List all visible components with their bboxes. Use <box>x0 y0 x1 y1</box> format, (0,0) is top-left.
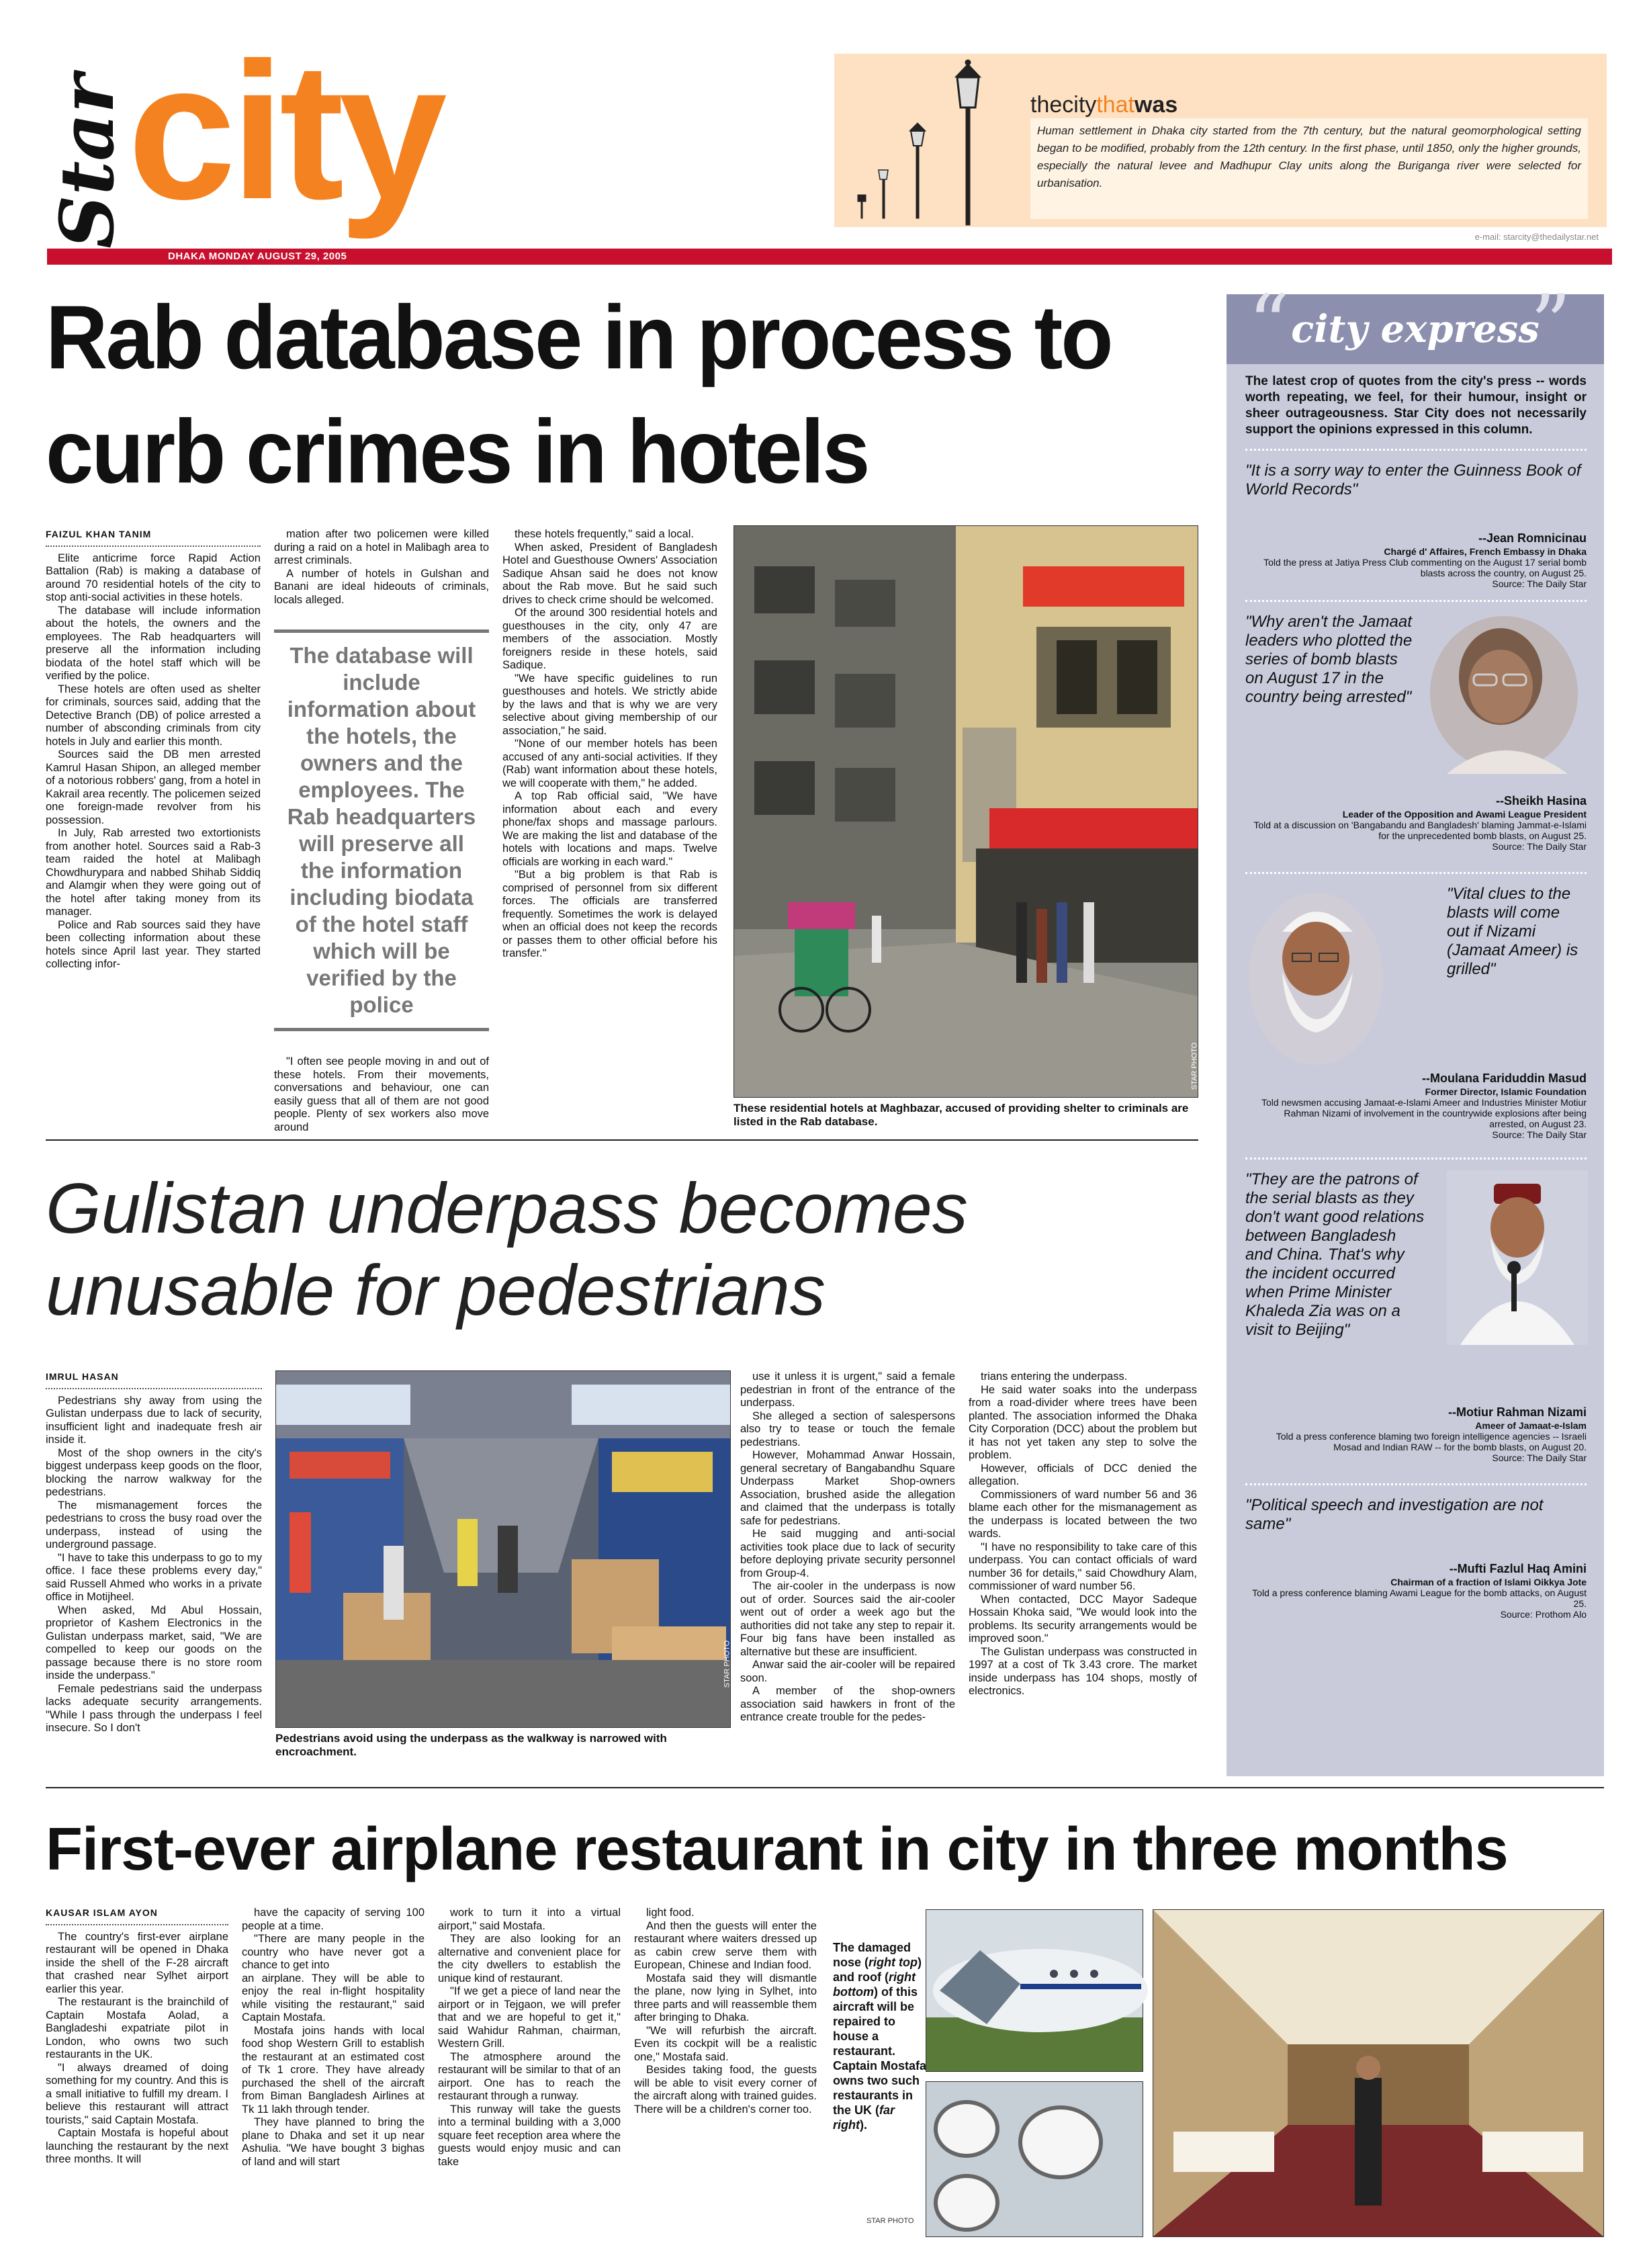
quote-source: Source: The Daily Star <box>1492 578 1587 589</box>
ctw-title-b: that <box>1096 92 1134 118</box>
paragraph: trians entering the underpass. <box>981 1370 1128 1383</box>
quote-source: Source: Prothom Alo <box>1500 1609 1587 1620</box>
quote-separator <box>1245 1483 1587 1485</box>
paragraph: He said water soaks into the underpass from a road-divider where trees have been planted. The association informed the Dhaka City Corporation (DCC) about the problem but it has not yet taken any step to solve the problem. <box>969 1383 1197 1461</box>
paragraph: these hotels frequently," said a local. <box>515 528 694 540</box>
story1-headline-line1: Rab database in process to <box>46 287 1112 388</box>
aircraft-roof-photo <box>926 2081 1143 2237</box>
quote-speaker: --Jean Romnicinau <box>1478 531 1587 545</box>
paragraph: The country's first-ever airplane restaurant will be opened in Dhaka inside the shell of the F-28 aircraft that crashed near Sylhet airport earlier this year. <box>46 1930 228 1995</box>
quote-context: Told a press conference blaming Awami League for the bomb attacks, on August 25. <box>1252 1587 1587 1609</box>
paragraph: "But a big problem is that Rab is comprised of personnel from six different forces. The officials are transferred frequently. Sometimes the work is delayed when an official does not keep the records or passes them to other official before his transfer." <box>502 869 717 959</box>
quote-speaker-title: Ameer of Jamaat-e-Islam <box>1475 1420 1587 1431</box>
open-quote-icon: “ <box>1248 278 1290 372</box>
pullquote <box>274 629 489 1031</box>
paragraph: "We have specific guidelines to run guesthouses and hotels. We strictly abide by the laws and that is why we are very selective about giving membership of our association," he said. <box>502 672 717 737</box>
caption-part: far right <box>833 2103 895 2132</box>
city-express-panel <box>1227 278 1604 1776</box>
portrait-avatar <box>1245 891 1386 1066</box>
quote-source: Source: The Daily Star <box>1492 1452 1587 1463</box>
paragraph: mation after two policemen were killed during a raid on a hotel in Malibagh area to arrest criminals. <box>274 528 489 566</box>
quote-context: Told the press at Jatiya Press Club commenting on the August 17 serial bomb blasts across the country, on August 25. <box>1263 557 1587 578</box>
story1-byline: FAIZUL KHAN TANIM <box>46 529 152 539</box>
paragraph: The Gulistan underpass was constructed in 1997 at a cost of Tk 3.43 crore. The market inside underpass has 104 shops, mostly of electronics. <box>969 1645 1197 1697</box>
quote-context: Told at a discussion on 'Bangabandu and Bangladesh' blaming Jammat-e-Islami for the unprecedented bomb blasts, on August 25. <box>1253 820 1587 841</box>
paragraph: However, Mohammad Anwar Hossain, general secretary of Bangabandhu Square Underpass Market Shop-owners Association, brushed aside the allegation and claimed that the underpass is totally safe for pedestrians. <box>740 1449 955 1527</box>
quote-separator <box>1245 872 1587 874</box>
underpass-illustration <box>276 1371 730 1727</box>
quote-speaker-title: Chargé d' Affaires, French Embassy in Dhaka <box>1384 546 1587 557</box>
story3-byline: KAUSAR ISLAM AYON <box>46 1907 158 1918</box>
paragraph: Of the around 300 residential hotels and guesthouses in the city, only 47 are members of the association. Mostly foreigners reside in these hotels, said Sadique. <box>502 607 717 671</box>
story1-photo <box>733 525 1198 1098</box>
story2-caption: Pedestrians avoid using the underpass as the walkway is narrowed with encroachment. <box>275 1732 667 1758</box>
avatar-hasina <box>1420 613 1588 774</box>
masthead-star: Star <box>44 74 130 249</box>
story1-col1 <box>46 528 261 1119</box>
city-that-was-box <box>834 54 1607 227</box>
story1-col2 <box>274 528 489 1133</box>
quote-context: Told a press conference blaming two foreign intelligence agencies -- Israeli Mosad and Indian RAW -- for the bomb blasts, on August 20. <box>1276 1431 1587 1452</box>
city-express-intro: The latest crop of quotes from the city's press -- words worth repeating, we feel, for their humour, insight or sheer outrageousness. Star City does not necessarily support the opinions expressed in this column. <box>1245 374 1587 437</box>
restaurant-interior-illustration <box>1153 1910 1603 2236</box>
ctw-title-a: thecity <box>1030 92 1097 118</box>
photo-credit: STAR PHOTO <box>722 1640 731 1688</box>
story1-col3 <box>502 528 717 1119</box>
story2-col4 <box>969 1370 1197 1774</box>
paragraph: "I have no responsibility to take care of this underpass. You can contact officials of ward number 36 for details," said Chowdhury Alam, commissioner of ward number 56. <box>969 1540 1197 1592</box>
aircraft-nose-photo <box>926 1909 1143 2072</box>
story2-byline: IMRUL HASAN <box>46 1371 119 1382</box>
byline-divider <box>46 546 261 547</box>
paragraph: The database will include information about the hotels, the owners and the employees. The Rab headquarters will preserve all the information including biodata of the hotel staff which will be verified by the police. <box>46 604 261 682</box>
paragraph: Police and Rab sources said they have been collecting information about these hotels since April last year. They started collecting infor- <box>46 918 261 970</box>
paragraph: "None of our member hotels has been accused of any anti-social activities. If they (Rab) want information about these hotels, we will cooperate with them," he added. <box>502 738 717 789</box>
byline-divider <box>46 1388 262 1389</box>
close-quote-icon: ” <box>1530 278 1572 372</box>
story2-headline-line2: unusable for pedestrians <box>46 1251 826 1330</box>
paragraph: "I always dreamed of doing something for my country. And this is a small initiative to fulfill my dream. I believe this restaurant will attract tourists," said Captain Mostafa. <box>46 2061 228 2126</box>
ctw-title-c: was <box>1134 92 1178 118</box>
quote-source: Source: The Daily Star <box>1492 1129 1587 1140</box>
paragraph: They are also looking for an alternative and convenient place for the city dwellers to establish the unique kind of restaurant. <box>438 1933 621 1984</box>
quote-separator <box>1245 1158 1587 1160</box>
paragraph: light food. <box>646 1907 695 1919</box>
photo-credit: STAR PHOTO <box>1190 1042 1198 1090</box>
caption-part: right bottom <box>833 1970 916 1999</box>
story2-photo <box>275 1370 731 1728</box>
city-that-was-title <box>1030 93 1177 117</box>
paragraph: Commissioners of ward number 56 and 36 blame each other for the mismanagement as the underpass is located between the two wards. <box>969 1488 1197 1540</box>
paragraph: He said mugging and anti-social activities took place due to lack of security before deploying private security personnel from Group-4. <box>740 1528 955 1579</box>
paragraph: These hotels are often used as shelter for criminals, sources said, adding that the Detective Branch (DB) of police arrested a number of absconding criminals from city hotels in July and earlier this month. <box>46 683 261 748</box>
paragraph: have the capacity of serving 100 people at a time. <box>242 1907 425 1932</box>
story3-col4 <box>634 1907 817 2229</box>
quote-block-5 <box>1245 1496 1587 1620</box>
caption-part: ). <box>860 2118 867 2132</box>
quote-attribution <box>1245 793 1587 852</box>
paragraph: Mostafa said they will dismantle the plane, now lying in Sylhet, into three parts and will reassemble them after bringing to Dhaka. <box>634 1972 817 2023</box>
story1-caption: These residential hotels at Maghbazar, accused of providing shelter to criminals are listed in the Rab database. <box>733 1102 1189 1128</box>
caption-part: The damaged nose ( <box>833 1941 911 1969</box>
quote-speaker: --Mufti Fazlul Haq Amini <box>1449 1562 1587 1575</box>
city-express-header <box>1227 278 1604 372</box>
story3-col3 <box>438 1907 621 2229</box>
city-that-was-text: Human settlement in Dhaka city started from the 7th century, but the natural geomorphological setting began to be modified, probably from the 12th century. In the first phase, until 1850, only the higher grounds, especially the natural levee and Madhupur Clay units along the Buriganga river were selected for urbanisation. <box>1030 118 1588 219</box>
quote-text: "Vital clues to the blasts will come out if Nizami (Jamaat Ameer) is grilled" <box>1447 885 1578 978</box>
paragraph: When asked, President of Bangladesh Hotel and Guesthouse Owners' Association Sadique Ahsan said he does not know about the Rab move. But he said such drives to check crime should be welcomed. <box>502 541 717 606</box>
paragraph: "I often see people moving in and out of these hotels. From their movements, conversations and behaviour, one can easily guess that all of them are not good people. Plenty of sex workers also move around <box>274 1055 489 1133</box>
paragraph: work to turn it into a virtual airport," said Mostafa. <box>438 1907 621 1932</box>
restaurant-interior-photo <box>1153 1909 1604 2237</box>
quote-attribution <box>1245 1561 1587 1620</box>
story3-top-rule <box>46 1787 1604 1788</box>
paragraph: When contacted, DCC Mayor Sadeque Hossain Khoka said, "We would look into the problems. Its security arrangements would be improved soon." <box>969 1593 1197 1645</box>
avatar-masud <box>1245 891 1386 1066</box>
quote-attribution <box>1245 530 1587 589</box>
paragraph: Mostafa joins hands with local food shop Western Grill to establish the restaurant at an estimated cost of Tk 1 crore. They have already purchased the shell of the aircraft from Biman Bangladesh Airlines at Tk 11 lakh through tender. <box>242 2024 425 2116</box>
street-lamp-icon <box>848 57 1002 225</box>
aircraft-roof-illustration <box>926 2082 1143 2236</box>
paragraph: And then the guests will enter the restaurant where waiters dressed up as cabin crew serve them with European, Chinese and Indian food. <box>634 1919 817 1971</box>
paragraph: "I have to take this underpass to go to my office. I face these problems every day," said Russell Ahmed who works in a private office in Motijheel. <box>46 1551 262 1603</box>
paragraph: A top Rab official said, "We have information about each and every phone/fax shops and massage parlours. We are making the list and database of the hotels with locations and maps. Twelve officials are working in each ward." <box>502 790 717 868</box>
caption-part: right top <box>869 1956 918 1969</box>
quote-speaker-title: Chairman of a fraction of Islami Oikkya Jote <box>1390 1577 1587 1587</box>
quote-attribution <box>1245 1404 1587 1463</box>
quote-attribution <box>1245 1070 1587 1140</box>
quote-text: "It is a sorry way to enter the Guinness Book of World Records" <box>1245 462 1581 498</box>
quote-source: Source: The Daily Star <box>1492 841 1587 852</box>
story3-col1 <box>46 1907 228 2229</box>
story2-col1 <box>46 1370 262 1774</box>
dateline: DHAKA MONDAY AUGUST 29, 2005 <box>168 251 347 262</box>
paragraph: However, officials of DCC denied the allegation. <box>969 1462 1197 1487</box>
story1-bottom-rule <box>46 1139 1198 1141</box>
quote-separator <box>1245 449 1587 451</box>
quote-text: "They are the patrons of the serial blasts as they don't want good relations between Bangladesh and China. That's why the incident occurred when Prime Minister Khaleda Zia was on a visit to Beijing" <box>1245 1170 1425 1339</box>
paragraph: The air-cooler in the underpass is now out of order. Sources said the air-cooler went out of order a week ago but the authorities did not take any step to repair it. Four big fans have been installed as alternative but these are insufficient. <box>740 1580 955 1658</box>
story2-headline-line1: Gulistan underpass becomes <box>46 1169 968 1248</box>
paragraph: In July, Rab arrested two extortionists from another hotel. Sources said a Rab-3 team raided the hotel at Malibagh Chowdhurypara and nabbed Shihab Siddiq and Alamgir when they were going out of the hotel after taking money from its manager. <box>46 827 261 918</box>
quote-speaker: --Motiur Rahman Nizami <box>1448 1405 1587 1419</box>
story1-headline-line2: curb crimes in hotels <box>46 401 869 503</box>
quote-speaker: --Moulana Fariduddin Masud <box>1422 1072 1587 1085</box>
paragraph: Most of the shop owners in the city's biggest underpass keep goods on the floor, blocking the narrow walkway for the pedestrians. <box>46 1446 262 1498</box>
paragraph: Female pedestrians said the underpass lacks adequate security arrangements. "While I pass through the underpass I feel insecure. So I don't <box>46 1682 262 1734</box>
paragraph: use it unless it is urgent," said a female pedestrian in front of the entrance of the underpass. <box>740 1370 955 1409</box>
paragraph: This runway will take the guests into a terminal building with a 3,000 square feet reception area where the guests would enjoy music and can take <box>438 2103 621 2168</box>
city-express-title: city express <box>1291 307 1540 351</box>
quote-text: "Why aren't the Jamaat leaders who plotted the series of bomb blasts on August 17 in the country being arrested" <box>1245 613 1413 706</box>
quote-context: Told newsmen accusing Jamaat-e-Islami Ameer and Industries Minister Motiur Rahman Nizami of involvement in the countrywide explosions after being arrested, on August 23. <box>1261 1097 1587 1129</box>
quote-block-1 <box>1245 462 1587 589</box>
quote-block-3 <box>1245 885 1587 1147</box>
paragraph: Pedestrians shy away from using the Gulistan underpass due to lack of security, insufficient light and inadequate fresh air inside it. <box>46 1394 262 1446</box>
quote-speaker-title: Leader of the Opposition and Awami League President <box>1342 809 1587 820</box>
byline-divider <box>46 1924 228 1925</box>
quote-text: "Political speech and investigation are not same" <box>1245 1496 1544 1533</box>
story3-caption <box>833 1940 927 2132</box>
street-scene-illustration <box>734 526 1198 1097</box>
city-express-body <box>1245 374 1587 1620</box>
paragraph: Besides taking food, the guests will be able to visit every corner of the aircraft along with trained guides. There will be a children's corner too. <box>634 2064 817 2116</box>
paragraph: an airplane. They will be able to enjoy the real in-flight hospitality while visiting the restaurant," said Captain Mostafa. <box>242 1972 425 2023</box>
quote-speaker-title: Former Director, Islamic Foundation <box>1425 1086 1587 1097</box>
quote-block-4 <box>1245 1170 1587 1473</box>
paragraph: "There are many people in the country who have never got a chance to get into <box>242 1933 425 1971</box>
paragraph: Anwar said the air-cooler will be repaired soon. <box>740 1659 955 1684</box>
story2-col3 <box>740 1370 955 1774</box>
paragraph: A number of hotels in Gulshan and Banani are ideal hideouts of criminals, locals alleged. <box>274 567 489 606</box>
avatar-nizami <box>1447 1170 1588 1345</box>
story2-headline <box>46 1168 1201 1332</box>
photo-credit: STAR PHOTO <box>866 2217 914 2225</box>
paragraph: Sources said the DB men arrested Kamrul Hasan Shipon, an alleged member of a notorious robbers' gang, from a hotel in Kakrail area recently. The policemen seized one foreign-made revolver from his possession. <box>46 748 261 826</box>
portrait-avatar <box>1420 613 1588 774</box>
quote-block-2 <box>1245 613 1587 861</box>
paragraph: Elite anticrime force Rapid Action Battalion (Rab) is making a database of around 70 residential hotels of the city to stop anti-social activities in these hotels. <box>46 552 261 603</box>
paragraph: When asked, Md Abul Hossain, proprietor of Kashem Electronics in the Gulistan underpass market, said, "We are compelled to keep our goods on the passage because there is no store room inside the underpass." <box>46 1604 262 1682</box>
paragraph: "If we get a piece of land near the airport or in Tejgaon, we will prefer that and we are hopeful to get it," said Wahidur Rahman, chairman, Western Grill. <box>438 1985 621 2050</box>
paragraph: The atmosphere around the restaurant will be similar to that of an airport. One has to reach the restaurant through a runway. <box>438 2050 621 2102</box>
paragraph: "We will refurbish the aircraft. Even its cockpit will be a realistic one," Mostafa said. <box>634 2024 817 2063</box>
caption-part: ) and roof ( <box>833 1956 922 1984</box>
email[interactable]: e-mail: starcity@thedailystar.net <box>1474 232 1599 242</box>
portrait-avatar <box>1447 1170 1588 1345</box>
paragraph: They have planned to bring the plane to Dhaka and set it up near Ashulia. "We have bought 3 bighas of land and will start <box>242 2116 425 2168</box>
paragraph: The restaurant is the brainchild of Captain Mostafa Aolad, a Bangladeshi expatriate pilot in London, who owns two such restaurants in the UK. <box>46 1996 228 2060</box>
story3-col2 <box>242 1907 425 2229</box>
paragraph: She alleged a section of salespersons also try to tease or touch the female pedestrians. <box>740 1409 955 1448</box>
paragraph: The mismanagement forces the pedestrians to cross the busy road over the underpass, instead of using the underground passage. <box>46 1499 262 1551</box>
quote-speaker: --Sheikh Hasina <box>1495 794 1587 808</box>
paragraph: Captain Mostafa is hopeful about launching the restaurant by the next three months. It will <box>46 2127 228 2165</box>
masthead-city: city <box>128 22 442 240</box>
story1-headline <box>46 281 1201 509</box>
aircraft-nose-illustration <box>926 1910 1143 2071</box>
story3-headline: First-ever airplane restaurant in city in three months <box>46 1816 1508 1883</box>
pullquote-text: The database will include information about the hotels, the owners and the employees. The Rab headquarters will preserve all the information including biodata of the hotel staff which will be verified by the police <box>287 643 476 1017</box>
paragraph: A member of the shop-owners association said hawkers in front of the entrance create trouble for the pedes- <box>740 1685 955 1723</box>
quote-separator <box>1245 600 1587 602</box>
caption-part: ) of this aircraft will be repaired to house a restaurant. Captain Mostafa owns two such restaurants in the UK ( <box>833 1985 927 2117</box>
